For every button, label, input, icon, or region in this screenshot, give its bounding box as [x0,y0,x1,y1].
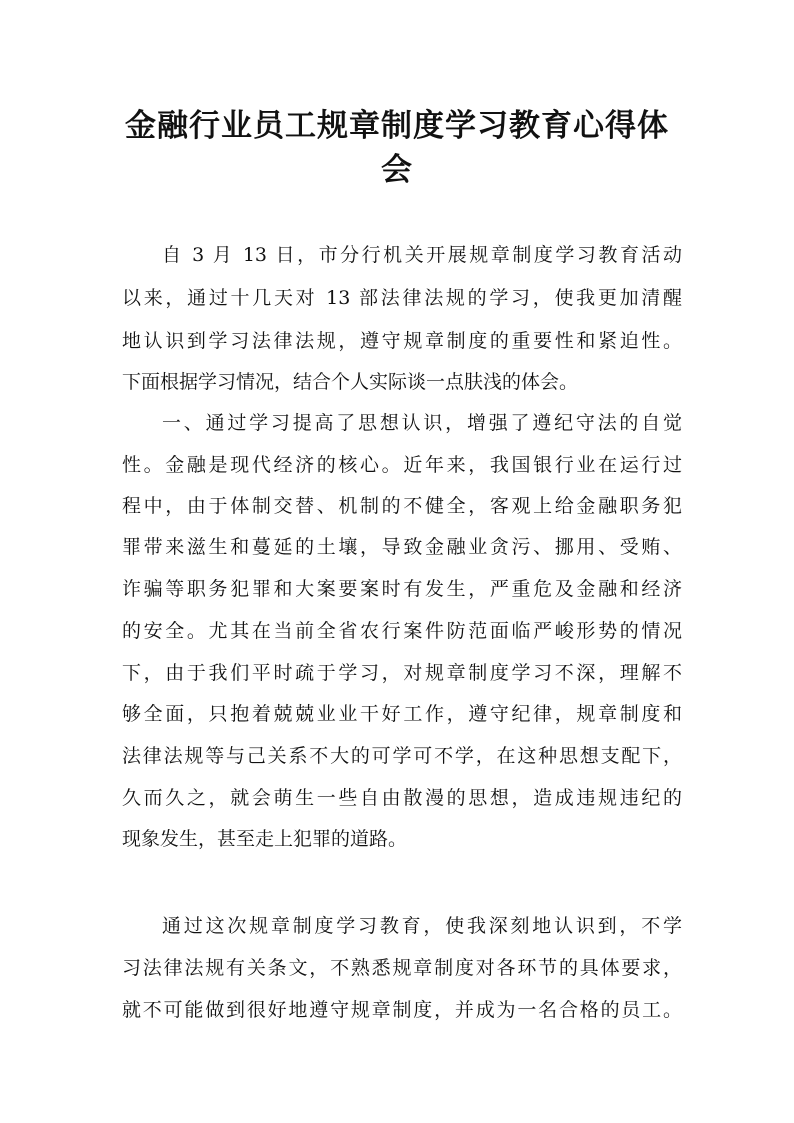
paragraph-2-line-6: 的安全。尤其在当前全省农行案件防范面临严峻形势的情况 [122,620,682,642]
paragraph-2-line-2: 性。金融是现代经济的核心。近年来，我国银行业在运行过 [122,454,682,476]
paragraph-2-line-7: 下，由于我们平时疏于学习，对规章制度学习不深，理解不 [122,662,682,684]
paragraph-1-line-2: 以来，通过十几天对 13 部法律法规的学习，使我更加清醒 [122,287,682,309]
paragraph-2-line-4: 罪带来滋生和蔓延的土壤，导致金融业贪污、挪用、受贿、 [122,536,682,558]
paragraph-3-line-3: 就不可能做到很好地遵守规章制度，并成为一名合格的员工。 [122,999,682,1021]
paragraph-3-line-2: 习法律法规有关条文，不熟悉规章制度对各环节的具体要求， [122,957,682,979]
paragraph-2-line-10: 久而久之，就会萌生一些自由散漫的思想，造成违规违纪的 [122,787,682,809]
title-line-2: 会 [381,152,413,188]
paragraph-2-line-9: 法律法规等与己关系不大的可学可不学，在这种思想支配下， [122,745,682,767]
paragraph-1-line-3: 地认识到学习法律法规，遵守规章制度的重要性和紧迫性。 [122,330,682,352]
paragraph-2-line-5: 诈骗等职务犯罪和大案要案时有发生，严重危及金融和经济 [122,578,682,600]
paragraph-1-line-1: 自 3 月 13 日，市分行机关开展规章制度学习教育活动 [162,244,682,266]
paragraph-1-line-4: 下面根据学习情况，结合个人实际谈一点肤浅的体会。 [122,371,579,393]
paragraph-3-line-1: 通过这次规章制度学习教育，使我深刻地认识到，不学 [162,915,682,937]
title-line-1: 金融行业员工规章制度学习教育心得体 [125,108,669,144]
document-title [110,104,684,192]
paragraph-2-line-3: 程中，由于体制交替、机制的不健全，客观上给金融职务犯 [122,495,682,517]
paragraph-2-line-1: 一、通过学习提高了思想认识，增强了遵纪守法的自觉 [162,412,682,434]
paragraph-2-line-8: 够全面，只抱着兢兢业业干好工作，遵守纪律，规章制度和 [122,703,682,725]
paragraph-2-line-11: 现象发生，甚至走上犯罪的道路。 [122,828,408,850]
